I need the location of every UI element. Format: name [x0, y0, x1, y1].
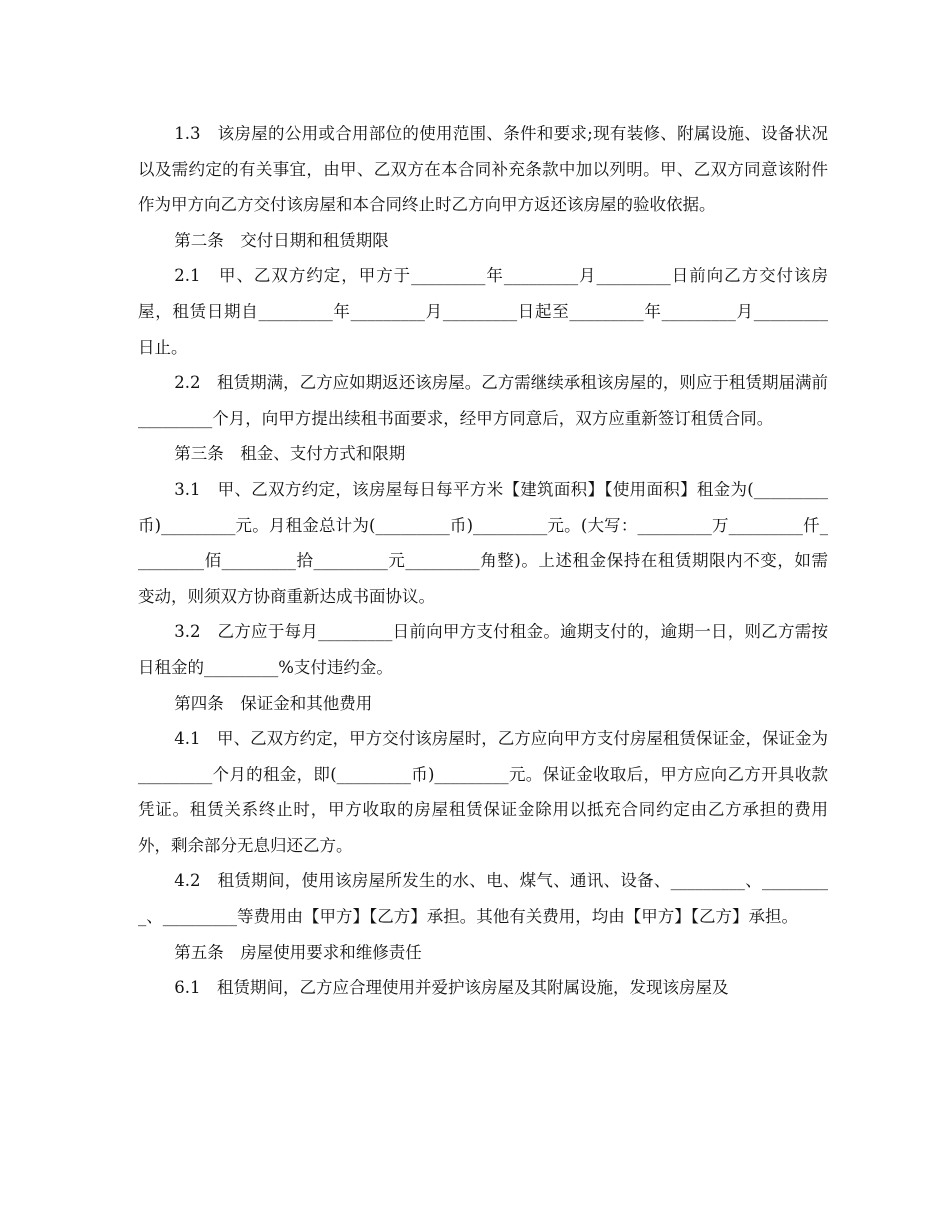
article-5-heading: 第五条 房屋使用要求和维修责任 [174, 942, 422, 962]
article-4-heading: 第四条 保证金和其他费用 [174, 693, 373, 713]
clause-1-3: 1.3 该房屋的公用或合用部位的使用范围、条件和要求;现有装修、附属设施、设备状况以及需约定的有关事宜，由甲、乙双方在本合同补充条款中加以列明。甲、乙双方同意该附件作为甲方向乙方交付该房屋和本合同终止时乙方向甲方返还该房屋的验收依据。 [138, 124, 828, 215]
contract-page [138, 116, 828, 1006]
clause-4-2: 4.2 租赁期间，使用该房屋所发生的水、电、煤气、通讯、设备、_________、_________、_________等费用由【甲方】【乙方】承担。其他有关费用，均由【甲方】【乙方】承担。 [138, 871, 828, 927]
clause-2-2: 2.2 租赁期满，乙方应如期返还该房屋。乙方需继续承租该房屋的，则应于租赁期届满前_________个月，向甲方提出续租书面要求，经甲方同意后，双方应重新签订租赁合同。 [138, 373, 828, 428]
article-3-heading: 第三条 租金、支付方式和限期 [174, 444, 406, 464]
clause-4-1: 4.1 甲、乙双方约定，甲方交付该房屋时，乙方应向甲方支付房屋租赁保证金，保证金为_________个月的租金，即(_________币)_________元。保证金收取后，甲方应向乙方开具收款凭证。租赁关系终止时，甲方收取的房屋租赁保证金除用以抵充合同约定由乙方承担的费用外，剩余部分无息归还乙方。 [138, 729, 828, 855]
article-2-heading: 第二条 交付日期和租赁期限 [174, 230, 389, 250]
clause-3-2: 3.2 乙方应于每月_________日前向甲方支付租金。逾期支付的，逾期一日，则乙方需按日租金的_________%支付违约金。 [138, 622, 828, 677]
clause-3-1: 3.1 甲、乙双方约定，该房屋每日每平方米【建筑面积】【使用面积】租金为(_________币)_________元。月租金总计为(_________币)_________元。(大写：_________万_________仟_________佰_________拾_________元_________角整)。上述租金保持在租赁期限内不变，如需变动，则须双方协商重新达成书面协议。 [138, 479, 828, 606]
clause-2-1: 2.1 甲、乙双方约定，甲方于_________年_________月_________日前向乙方交付该房屋，租赁日期自_________年_________月_________日起至_________年_________月_________日止。 [138, 266, 828, 357]
clause-6-1: 6.1 租赁期间，乙方应合理使用并爱护该房屋及其附属设施，发现该房屋及 [174, 978, 729, 998]
